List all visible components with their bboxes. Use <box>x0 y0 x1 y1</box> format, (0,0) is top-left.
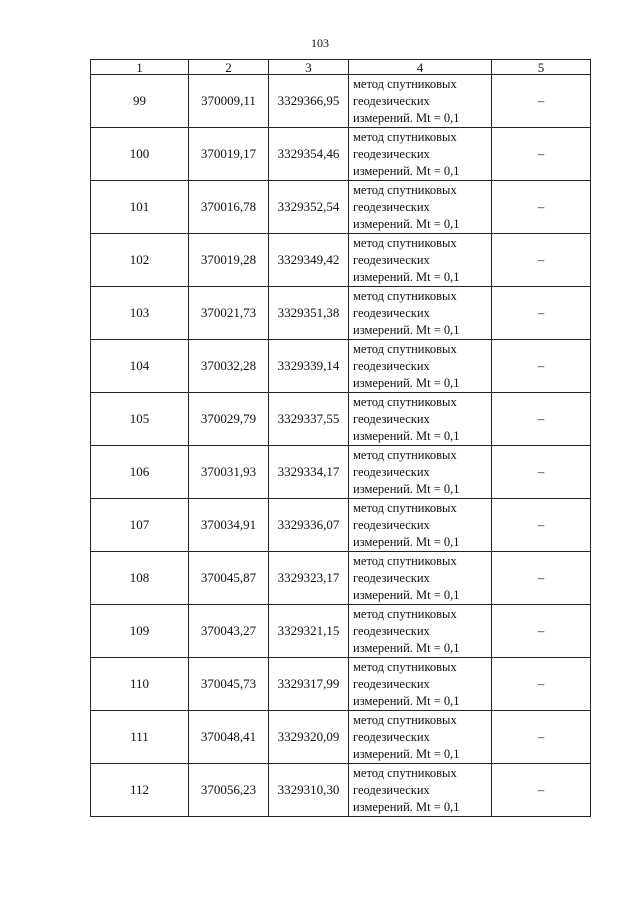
method-line: измерений. Mt = 0,1 <box>353 534 460 549</box>
header-col-5: 5 <box>492 60 591 75</box>
coordinate-y: 3329339,14 <box>269 340 349 393</box>
point-number: 102 <box>91 234 189 287</box>
method-line: геодезических <box>353 570 430 585</box>
method-line: геодезических <box>353 782 430 797</box>
method-line: метод спутниковых <box>353 394 457 409</box>
point-number: 105 <box>91 393 189 446</box>
coordinate-x: 370019,17 <box>189 128 269 181</box>
measurement-method <box>349 711 492 764</box>
coordinate-x: 370021,73 <box>189 287 269 340</box>
coordinate-x: 370031,93 <box>189 446 269 499</box>
coordinate-y: 3329351,38 <box>269 287 349 340</box>
method-line: метод спутниковых <box>353 606 457 621</box>
table-body <box>91 75 591 817</box>
extra-value: – <box>492 75 591 128</box>
method-line: геодезических <box>353 623 430 638</box>
coordinate-y: 3329320,09 <box>269 711 349 764</box>
table-row <box>91 711 591 764</box>
method-line: метод спутниковых <box>353 765 457 780</box>
extra-value: – <box>492 605 591 658</box>
method-line: геодезических <box>353 676 430 691</box>
extra-value: – <box>492 393 591 446</box>
table-row <box>91 446 591 499</box>
extra-value: – <box>492 287 591 340</box>
point-number: 100 <box>91 128 189 181</box>
method-line: метод спутниковых <box>353 659 457 674</box>
method-line: метод спутниковых <box>353 712 457 727</box>
measurement-method <box>349 181 492 234</box>
method-line: измерений. Mt = 0,1 <box>353 481 460 496</box>
method-line: измерений. Mt = 0,1 <box>353 799 460 814</box>
method-line: метод спутниковых <box>353 129 457 144</box>
coordinate-x: 370045,73 <box>189 658 269 711</box>
method-line: измерений. Mt = 0,1 <box>353 375 460 390</box>
header-col-1: 1 <box>91 60 189 75</box>
method-line: геодезических <box>353 93 430 108</box>
extra-value: – <box>492 181 591 234</box>
coordinate-x: 370029,79 <box>189 393 269 446</box>
point-number: 107 <box>91 499 189 552</box>
table-row <box>91 605 591 658</box>
point-number: 106 <box>91 446 189 499</box>
method-line: геодезических <box>353 146 430 161</box>
table-header <box>91 60 591 75</box>
measurement-method <box>349 552 492 605</box>
coordinate-x: 370016,78 <box>189 181 269 234</box>
table-row <box>91 393 591 446</box>
method-line: геодезических <box>353 729 430 744</box>
table-row <box>91 340 591 393</box>
coordinate-x: 370019,28 <box>189 234 269 287</box>
method-line: измерений. Mt = 0,1 <box>353 269 460 284</box>
method-line: геодезических <box>353 199 430 214</box>
method-line: геодезических <box>353 252 430 267</box>
method-line: метод спутниковых <box>353 76 457 91</box>
method-line: метод спутниковых <box>353 182 457 197</box>
measurement-method <box>349 658 492 711</box>
measurement-method <box>349 393 492 446</box>
coordinate-y: 3329366,95 <box>269 75 349 128</box>
method-line: метод спутниковых <box>353 288 457 303</box>
method-line: метод спутниковых <box>353 235 457 250</box>
point-number: 103 <box>91 287 189 340</box>
point-number: 109 <box>91 605 189 658</box>
coordinate-y: 3329334,17 <box>269 446 349 499</box>
method-line: геодезических <box>353 305 430 320</box>
point-number: 111 <box>91 711 189 764</box>
method-line: измерений. Mt = 0,1 <box>353 693 460 708</box>
measurement-method <box>349 75 492 128</box>
table-row <box>91 287 591 340</box>
extra-value: – <box>492 128 591 181</box>
coordinate-x: 370056,23 <box>189 764 269 817</box>
table-row <box>91 764 591 817</box>
extra-value: – <box>492 446 591 499</box>
extra-value: – <box>492 234 591 287</box>
table-row <box>91 181 591 234</box>
coordinate-y: 3329349,42 <box>269 234 349 287</box>
coordinate-y: 3329317,99 <box>269 658 349 711</box>
table-row <box>91 658 591 711</box>
table-row <box>91 128 591 181</box>
extra-value: – <box>492 711 591 764</box>
measurement-method <box>349 605 492 658</box>
point-number: 104 <box>91 340 189 393</box>
header-col-2: 2 <box>189 60 269 75</box>
method-line: геодезических <box>353 411 430 426</box>
page-number: 103 <box>311 36 329 50</box>
coordinate-x: 370032,28 <box>189 340 269 393</box>
table-row <box>91 552 591 605</box>
method-line: измерений. Mt = 0,1 <box>353 587 460 602</box>
method-line: измерений. Mt = 0,1 <box>353 640 460 655</box>
point-number: 108 <box>91 552 189 605</box>
coordinates-table <box>90 59 591 817</box>
measurement-method <box>349 764 492 817</box>
coordinate-x: 370048,41 <box>189 711 269 764</box>
coordinate-x: 370045,87 <box>189 552 269 605</box>
coordinate-y: 3329354,46 <box>269 128 349 181</box>
method-line: метод спутниковых <box>353 553 457 568</box>
header-col-4: 4 <box>349 60 492 75</box>
coordinate-y: 3329310,30 <box>269 764 349 817</box>
header-row <box>91 60 591 75</box>
coordinate-y: 3329323,17 <box>269 552 349 605</box>
coordinate-x: 370034,91 <box>189 499 269 552</box>
measurement-method <box>349 128 492 181</box>
method-line: метод спутниковых <box>353 447 457 462</box>
method-line: геодезических <box>353 464 430 479</box>
coordinate-x: 370043,27 <box>189 605 269 658</box>
method-line: измерений. Mt = 0,1 <box>353 746 460 761</box>
point-number: 101 <box>91 181 189 234</box>
coordinate-y: 3329321,15 <box>269 605 349 658</box>
method-line: измерений. Mt = 0,1 <box>353 110 460 125</box>
table-row <box>91 75 591 128</box>
extra-value: – <box>492 764 591 817</box>
method-line: геодезических <box>353 358 430 373</box>
method-line: измерений. Mt = 0,1 <box>353 428 460 443</box>
measurement-method <box>349 287 492 340</box>
method-line: геодезических <box>353 517 430 532</box>
coordinate-x: 370009,11 <box>189 75 269 128</box>
table-row <box>91 499 591 552</box>
method-line: измерений. Mt = 0,1 <box>353 322 460 337</box>
header-col-3: 3 <box>269 60 349 75</box>
measurement-method <box>349 446 492 499</box>
method-line: метод спутниковых <box>353 341 457 356</box>
point-number: 110 <box>91 658 189 711</box>
table-row <box>91 234 591 287</box>
extra-value: – <box>492 552 591 605</box>
extra-value: – <box>492 658 591 711</box>
method-line: измерений. Mt = 0,1 <box>353 216 460 231</box>
coordinate-y: 3329352,54 <box>269 181 349 234</box>
point-number: 99 <box>91 75 189 128</box>
extra-value: – <box>492 340 591 393</box>
measurement-method <box>349 234 492 287</box>
coordinate-y: 3329336,07 <box>269 499 349 552</box>
measurement-method <box>349 499 492 552</box>
point-number: 112 <box>91 764 189 817</box>
coordinate-y: 3329337,55 <box>269 393 349 446</box>
method-line: измерений. Mt = 0,1 <box>353 163 460 178</box>
extra-value: – <box>492 499 591 552</box>
method-line: метод спутниковых <box>353 500 457 515</box>
measurement-method <box>349 340 492 393</box>
